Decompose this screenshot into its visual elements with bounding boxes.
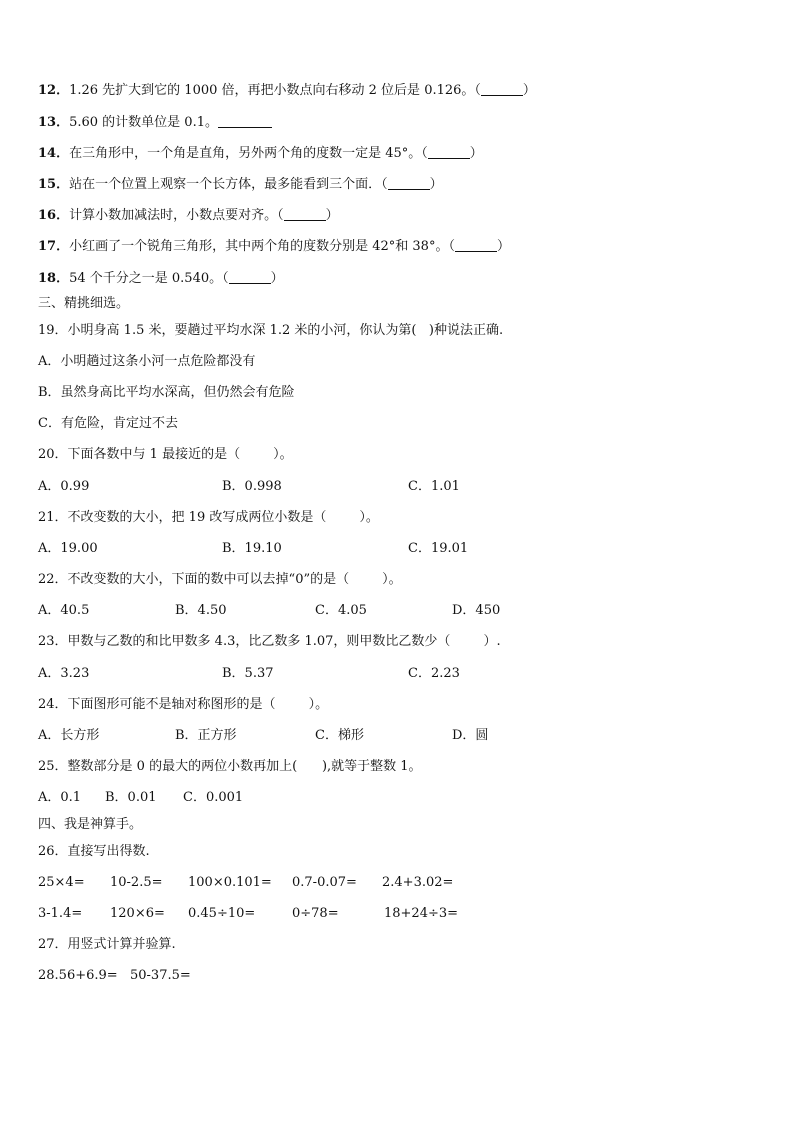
question-17: 17．小红画了一个锐角三角形，其中两个角的度数分别是 42°和 38°。（ ） — [38, 239, 510, 254]
answer-blank[interactable] — [481, 83, 523, 96]
option-b[interactable]: B．0.01 — [105, 790, 157, 805]
option-c[interactable]: C．有危险，肯定过不去 — [38, 416, 178, 431]
question-number: 16． — [38, 208, 70, 223]
option-c[interactable]: C．2.23 — [408, 666, 460, 681]
answer-blank[interactable] — [388, 177, 430, 190]
calc-item: 18+24÷3= — [384, 906, 459, 921]
calc-item: 0.7-0.07= — [292, 875, 357, 890]
option-c[interactable]: C．梯形 — [315, 728, 364, 743]
section-heading: 四、我是神算手。 — [38, 817, 143, 832]
option-b[interactable]: B．正方形 — [175, 728, 237, 743]
option-a[interactable]: A．0.1 — [38, 790, 82, 805]
option-d[interactable]: D．450 — [452, 603, 501, 618]
question-20: 20．下面各数中与 1 最接近的是（ ）。 — [38, 447, 293, 462]
answer-blank[interactable] — [284, 208, 326, 221]
option-a[interactable]: A．0.99 — [38, 479, 90, 494]
option-b[interactable]: B．0.998 — [222, 479, 282, 494]
calc-item: 0.45÷10= — [188, 906, 256, 921]
calc-item: 50-37.5= — [130, 968, 191, 983]
question-18: 18．54 个千分之一是 0.540。（ ） — [38, 271, 284, 286]
calc-item: 120×6= — [110, 906, 165, 921]
option-c[interactable]: C．0.001 — [183, 790, 244, 805]
question-13 — [38, 114, 272, 132]
question-number: 13． — [38, 115, 70, 130]
calc-item: 10-2.5= — [110, 875, 163, 890]
option-b[interactable]: B．19.10 — [222, 541, 282, 556]
question-number: 12． — [38, 83, 70, 98]
option-a[interactable]: A．长方形 — [38, 728, 100, 743]
option-c[interactable]: C．19.01 — [408, 541, 469, 556]
question-26: 26．直接写出得数. — [38, 844, 150, 859]
question-14: 14．在三角形中，一个角是直角，另外两个角的度数一定是 45°。（ ） — [38, 146, 483, 161]
question-text: 在三角形中，一个角是直角，另外两个角的度数一定是 45°。（ — [69, 146, 428, 161]
answer-blank[interactable] — [218, 115, 272, 128]
calc-item: 2.4+3.02= — [382, 875, 454, 890]
option-c[interactable]: C．4.05 — [315, 603, 367, 618]
question-25: 25．整数部分是 0 的最大的两位小数再加上( ),就等于整数 1。 — [38, 759, 422, 774]
answer-blank[interactable] — [455, 239, 497, 252]
question-text: 小红画了一个锐角三角形，其中两个角的度数分别是 42°和 38°。（ — [69, 239, 455, 254]
question-15: 15．站在一个位置上观察一个长方体，最多能看到三个面．（ ） — [38, 177, 443, 192]
option-b[interactable]: B．4.50 — [175, 603, 227, 618]
answer-blank[interactable] — [229, 271, 271, 284]
option-d[interactable]: D．圆 — [452, 728, 489, 743]
option-a[interactable]: A．3.23 — [38, 666, 90, 681]
question-12: 12．1.26 先扩大到它的 1000 倍，再把小数点向右移动 2 位后是 0.126。（ ） — [38, 83, 536, 98]
section-heading: 三、精挑细选。 — [38, 296, 130, 311]
question-24: 24．下面图形可能不是轴对称图形的是（ ）。 — [38, 697, 329, 712]
option-c[interactable]: C．1.01 — [408, 479, 460, 494]
question-number: 18． — [38, 271, 70, 286]
question-text: 站在一个位置上观察一个长方体，最多能看到三个面．（ — [69, 177, 388, 192]
question-22: 22．不改变数的大小，下面的数中可以去掉“0”的是（ ）。 — [38, 572, 402, 587]
option-a[interactable]: A．40.5 — [38, 603, 90, 618]
answer-blank[interactable] — [428, 146, 470, 159]
question-21: 21．不改变数的大小，把 19 改写成两位小数是（ ）。 — [38, 510, 379, 525]
question-text: 计算小数加减法时，小数点要对齐。（ — [69, 208, 284, 223]
calc-item: 100×0.101= — [188, 875, 272, 890]
option-a[interactable]: A．小明趟过这条小河一点危险都没有 — [38, 354, 256, 369]
question-text: 1.26 先扩大到它的 1000 倍，再把小数点向右移动 2 位后是 0.126。（ — [69, 83, 481, 98]
question-16: 16．计算小数加减法时，小数点要对齐。（ ） — [38, 208, 339, 223]
option-a[interactable]: A．19.00 — [38, 541, 98, 556]
question-number: 14． — [38, 146, 70, 161]
calc-item: 3-1.4= — [38, 906, 83, 921]
question-text: 54 个千分之一是 0.540。（ — [69, 271, 229, 286]
option-b[interactable]: B．虽然身高比平均水深高，但仍然会有危险 — [38, 385, 295, 400]
calc-item: 28.56+6.9= — [38, 968, 118, 983]
question-number: 15． — [38, 177, 70, 192]
question-text: 5.60 的计数单位是 0.1。 — [69, 115, 218, 130]
question-number: 17． — [38, 239, 70, 254]
option-b[interactable]: B．5.37 — [222, 666, 274, 681]
calc-item: 0÷78= — [292, 906, 339, 921]
question-23: 23．甲数与乙数的和比甲数多 4.3，比乙数多 1.07，则甲数比乙数少（ ）. — [38, 634, 501, 649]
question-27: 27．用竖式计算并验算. — [38, 937, 176, 952]
question-19: 19．小明身高 1.5 米，要趟过平均水深 1.2 米的小河，你认为第( )种说法正确. — [38, 323, 504, 338]
calc-item: 25×4= — [38, 875, 85, 890]
